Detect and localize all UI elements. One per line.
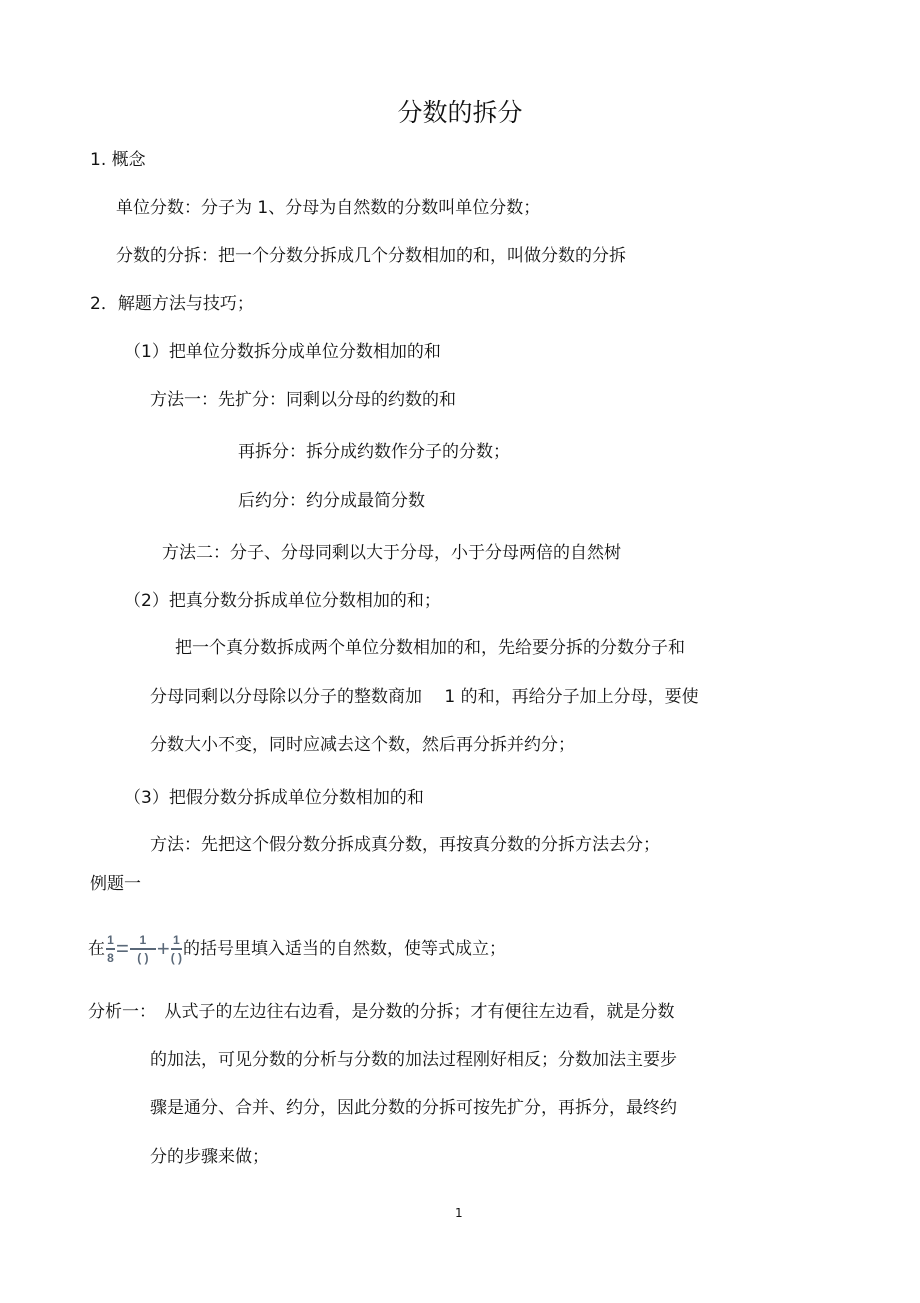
analysis-line: 分的步骤来做； [150,1147,269,1167]
example-question [88,925,506,973]
fraction-formula: $\frac{1}{8}$ = $\frac{1}{( )}$ + $\frac{1}{( )}$ [107,933,183,965]
section-heading: 2．解题方法与技巧； [90,294,254,314]
fraction-term-1: $\frac{1}{( )}$ [130,934,156,964]
analysis-line: 的加法，可见分数的分析与分数的加法过程刚好相反；分数加法主要步 [150,1050,677,1070]
paragraph: 方法：先把这个假分数分拆成真分数，再按真分数的分拆方法去分； [150,835,660,855]
subheading: （2）把真分数分拆成单位分数相加的和； [124,591,441,611]
analysis-line: 分析一： 从式子的左边往右边看，是分数的分拆；才有便往左边看，就是分数 [88,1002,675,1022]
example-suffix: 的括号里填入适当的自然数，使等式成立； [183,939,507,959]
paragraph: 方法二：分子、分母同剩以大于分母，小于分母两倍的自然树 [162,543,621,563]
section-heading: 1. 概念 [90,150,146,170]
paragraph: 分数的分拆：把一个分数分拆成几个分数相加的和，叫做分数的分拆 [116,246,626,266]
subheading: （1）把单位分数拆分成单位分数相加的和 [124,342,441,362]
paragraph: 把一个真分数拆成两个单位分数相加的和，先给要分拆的分数分子和 [175,638,685,658]
paragraph: 后约分：约分成最简分数 [238,491,425,511]
paragraph: 分母同剩以分母除以分子的整数商加 1 的和，再给分子加上分母，要使 [150,687,699,707]
subheading: （3）把假分数分拆成单位分数相加的和 [124,788,424,808]
fraction-term-2: $\frac{1}{( )}$ [170,933,183,965]
example-prefix: 在 [88,939,105,959]
fraction-lhs: $\frac{1}{8}$ [107,933,114,965]
paragraph: 分数大小不变，同时应减去这个数，然后再分拆并约分； [150,735,575,755]
analysis-line: 骤是通分、合并、约分，因此分数的分拆可按先扩分，再拆分，最终约 [150,1098,677,1118]
document-title: 分数的拆分 [397,98,523,127]
example-heading: 例题一 [90,874,141,894]
page-number: 1 [455,1206,463,1220]
paragraph: 方法一：先扩分：同剩以分母的约数的和 [150,390,456,410]
paragraph: 再拆分：拆分成约数作分子的分数； [238,442,510,462]
paragraph: 单位分数：分子为 1、分母为自然数的分数叫单位分数； [116,198,541,218]
